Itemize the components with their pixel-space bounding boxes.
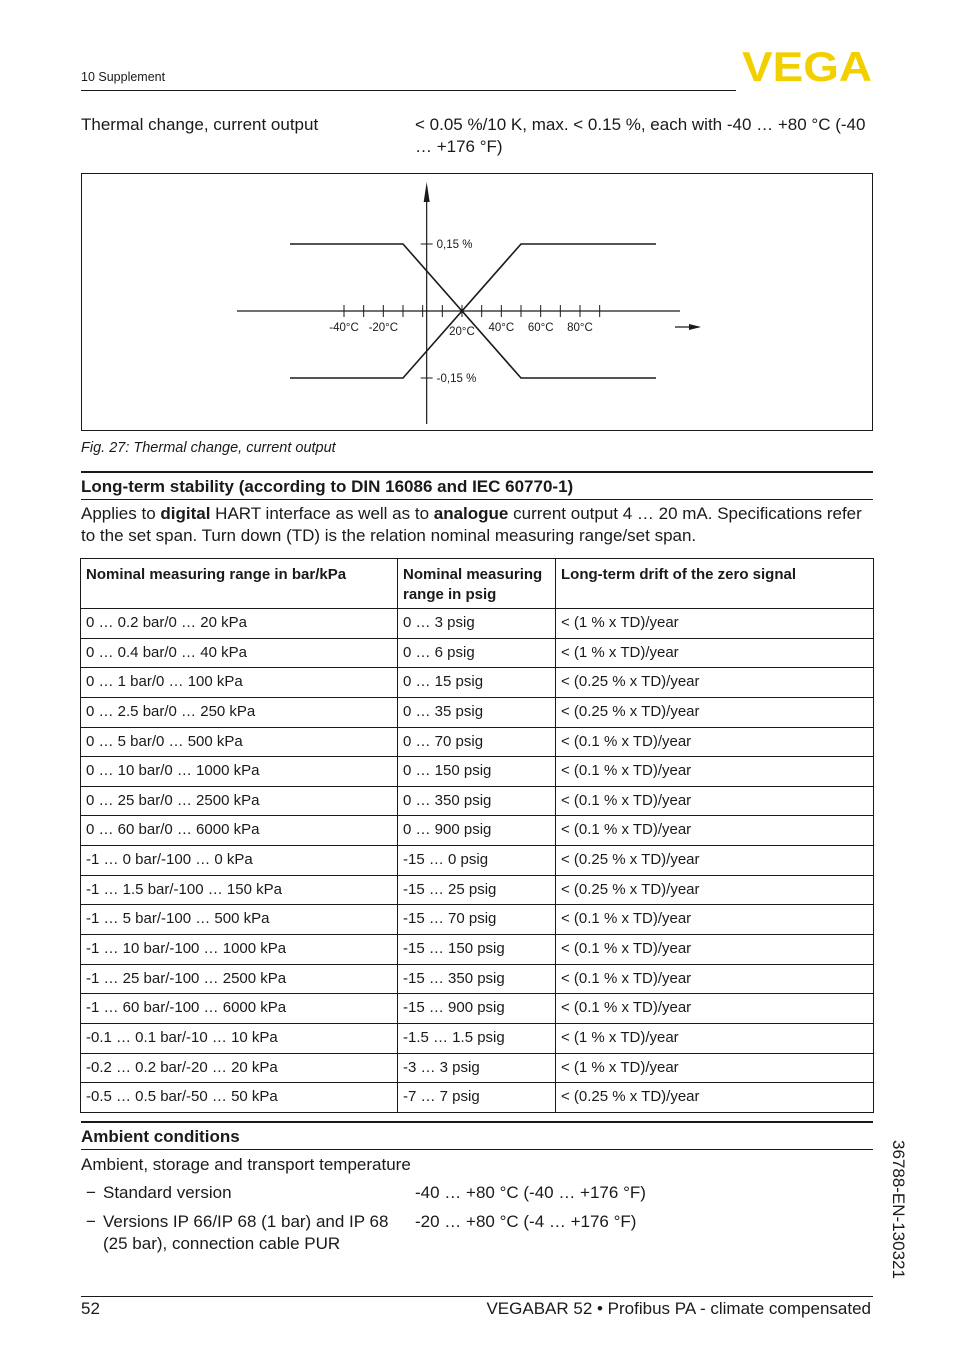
cell-range-bar: -1 … 25 bar/-100 … 2500 kPa xyxy=(81,964,398,994)
ip-version-label-line1: Versions IP 66/IP 68 (1 bar) and IP 68 xyxy=(103,1212,389,1231)
cell-range-bar: 0 … 5 bar/0 … 500 kPa xyxy=(81,727,398,757)
table-row xyxy=(81,816,874,846)
cell-drift: < (0.1 % x TD)/year xyxy=(556,935,874,965)
cell-drift: < (1 % x TD)/year xyxy=(556,1023,874,1053)
bullet-ip: − xyxy=(86,1212,96,1231)
cell-range-psig: 0 … 15 psig xyxy=(398,668,556,698)
cell-range-psig: -1.5 … 1.5 psig xyxy=(398,1023,556,1053)
column-header-range-psig: Nominal measuring range in psig xyxy=(398,559,556,609)
table-row xyxy=(81,875,874,905)
cell-range-bar: 0 … 0.4 bar/0 … 40 kPa xyxy=(81,638,398,668)
cell-range-bar: -1 … 5 bar/-100 … 500 kPa xyxy=(81,905,398,935)
cell-range-bar: -0.2 … 0.2 bar/-20 … 20 kPa xyxy=(81,1053,398,1083)
cell-drift: < (1 % x TD)/year xyxy=(556,1053,874,1083)
thermal-value: < 0.05 %/10 K, max. < 0.15 %, each with -40 … +80 °C (-40 … +176 °F) xyxy=(415,115,866,156)
cell-drift: < (0.25 % x TD)/year xyxy=(556,697,874,727)
ambient-rule-top xyxy=(81,1121,873,1123)
cell-range-psig: -15 … 150 psig xyxy=(398,935,556,965)
document-code: 36788-EN-130321 xyxy=(889,1140,908,1279)
cell-drift: < (0.25 % x TD)/year xyxy=(556,846,874,876)
stability-intro: Applies to digital HART interface as well as to analogue current output 4 … 20 mA. Specifications refer to the set span. Turn down (TD) is the relation nominal measuring range/set span. xyxy=(81,504,862,545)
cell-range-psig: 0 … 150 psig xyxy=(398,757,556,787)
table-row xyxy=(81,935,874,965)
cell-drift: < (0.25 % x TD)/year xyxy=(556,1083,874,1113)
drift-table xyxy=(80,558,874,1113)
cell-drift: < (0.1 % x TD)/year xyxy=(556,757,874,787)
header-rule xyxy=(81,90,736,91)
cell-range-psig: -15 … 900 psig xyxy=(398,994,556,1024)
table-row xyxy=(81,727,874,757)
cell-range-bar: 0 … 2.5 bar/0 … 250 kPa xyxy=(81,697,398,727)
figure-caption: Fig. 27: Thermal change, current output xyxy=(81,440,336,456)
ambient-heading: Ambient conditions xyxy=(81,1127,240,1146)
cell-drift: < (0.25 % x TD)/year xyxy=(556,668,874,698)
cell-range-bar: -1 … 60 bar/-100 … 6000 kPa xyxy=(81,994,398,1024)
section-rule-top xyxy=(81,471,873,473)
table-row xyxy=(81,905,874,935)
y-tick-label: 0,15 % xyxy=(436,239,473,251)
x-direction-arrow xyxy=(689,324,701,330)
table-row xyxy=(81,1053,874,1083)
cell-drift: < (0.1 % x TD)/year xyxy=(556,905,874,935)
table-row xyxy=(81,786,874,816)
ambient-rule-bottom xyxy=(81,1149,873,1150)
cell-range-bar: -1 … 0 bar/-100 … 0 kPa xyxy=(81,846,398,876)
cell-range-bar: 0 … 25 bar/0 … 2500 kPa xyxy=(81,786,398,816)
cell-range-psig: 0 … 900 psig xyxy=(398,816,556,846)
x-tick-label: 80°C xyxy=(567,322,593,334)
cell-range-bar: -1 … 1.5 bar/-100 … 150 kPa xyxy=(81,875,398,905)
ip-version-label-line2: (25 bar), connection cable PUR xyxy=(103,1234,341,1253)
cell-range-bar: 0 … 10 bar/0 … 1000 kPa xyxy=(81,757,398,787)
thermal-label: Thermal change, current output xyxy=(81,115,319,134)
cell-range-psig: 0 … 35 psig xyxy=(398,697,556,727)
table-row xyxy=(81,638,874,668)
running-header: 10 Supplement xyxy=(81,70,166,84)
table-row xyxy=(81,994,874,1024)
table-row xyxy=(81,668,874,698)
table-row xyxy=(81,609,874,639)
thermal-chart xyxy=(82,174,872,430)
cell-range-bar: -0.1 … 0.1 bar/-10 … 10 kPa xyxy=(81,1023,398,1053)
column-header-drift: Long-term drift of the zero signal xyxy=(556,559,874,609)
ambient-subtitle: Ambient, storage and transport temperature xyxy=(81,1155,411,1174)
standard-version-value: -40 … +80 °C (-40 … +176 °F) xyxy=(415,1183,646,1202)
bullet-standard: − xyxy=(86,1183,96,1202)
cell-range-psig: -3 … 3 psig xyxy=(398,1053,556,1083)
stability-heading: Long-term stability (according to DIN 16086 and IEC 60770-1) xyxy=(81,477,574,496)
table-row xyxy=(81,964,874,994)
vega-logo xyxy=(742,50,872,84)
cell-range-psig: 0 … 6 psig xyxy=(398,638,556,668)
page-number: 52 xyxy=(81,1299,100,1318)
table-row xyxy=(81,1083,874,1113)
cell-drift: < (0.1 % x TD)/year xyxy=(556,964,874,994)
x-tick-label: -40°C xyxy=(329,322,359,334)
svg-text:VEGA: VEGA xyxy=(742,50,872,84)
cell-range-psig: 0 … 3 psig xyxy=(398,609,556,639)
table-row xyxy=(81,697,874,727)
column-header-range-bar: Nominal measuring range in bar/kPa xyxy=(81,559,398,609)
cell-drift: < (1 % x TD)/year xyxy=(556,609,874,639)
upper-limit-line xyxy=(290,244,656,311)
footer-document-title: VEGABAR 52 • Profibus PA - climate compensated xyxy=(486,1299,871,1318)
cell-drift: < (0.1 % x TD)/year xyxy=(556,816,874,846)
cell-range-psig: -15 … 350 psig xyxy=(398,964,556,994)
cell-drift: < (0.1 % x TD)/year xyxy=(556,994,874,1024)
cell-drift: < (0.25 % x TD)/year xyxy=(556,875,874,905)
table-header-row xyxy=(81,559,874,609)
footer-rule xyxy=(81,1296,873,1297)
cell-range-bar: 0 … 0.2 bar/0 … 20 kPa xyxy=(81,609,398,639)
cell-range-bar: 0 … 60 bar/0 … 6000 kPa xyxy=(81,816,398,846)
table-row xyxy=(81,1023,874,1053)
cell-range-bar: 0 … 1 bar/0 … 100 kPa xyxy=(81,668,398,698)
cell-range-psig: 0 … 350 psig xyxy=(398,786,556,816)
cell-drift: < (0.1 % x TD)/year xyxy=(556,786,874,816)
thermal-chart-frame xyxy=(81,173,873,431)
cell-range-psig: 0 … 70 psig xyxy=(398,727,556,757)
cell-drift: < (0.1 % x TD)/year xyxy=(556,727,874,757)
cell-range-psig: -15 … 0 psig xyxy=(398,846,556,876)
table-row xyxy=(81,757,874,787)
x-tick-label: 20°C xyxy=(449,326,475,338)
table-row xyxy=(81,846,874,876)
y-tick-label: -0,15 % xyxy=(436,373,477,385)
y-axis-arrow xyxy=(424,182,430,202)
standard-version-label: Standard version xyxy=(103,1183,232,1202)
cell-range-bar: -1 … 10 bar/-100 … 1000 kPa xyxy=(81,935,398,965)
cell-range-psig: -15 … 25 psig xyxy=(398,875,556,905)
ip-version-value: -20 … +80 °C (-4 … +176 °F) xyxy=(415,1212,637,1231)
x-tick-label: 40°C xyxy=(488,322,515,334)
x-tick-label: 60°C xyxy=(527,322,554,334)
cell-range-psig: -15 … 70 psig xyxy=(398,905,556,935)
cell-range-psig: -7 … 7 psig xyxy=(398,1083,556,1113)
cell-range-bar: -0.5 … 0.5 bar/-50 … 50 kPa xyxy=(81,1083,398,1113)
cell-drift: < (1 % x TD)/year xyxy=(556,638,874,668)
section-rule-bottom xyxy=(81,499,873,500)
x-tick-label: -20°C xyxy=(368,322,399,334)
